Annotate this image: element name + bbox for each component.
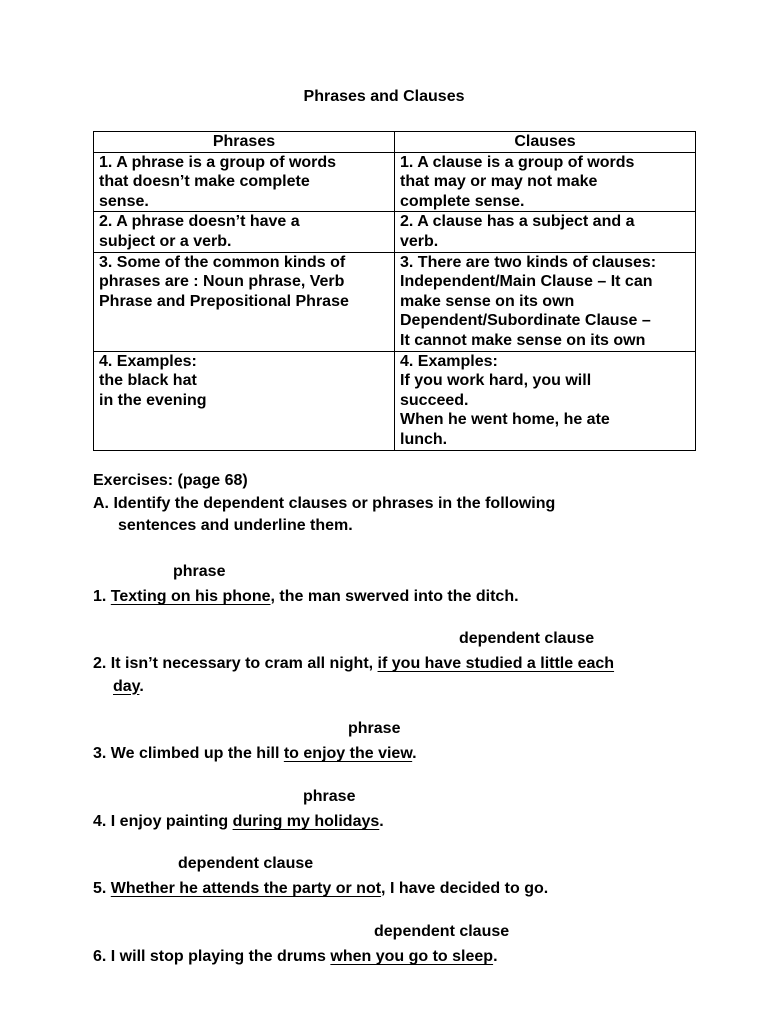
underlined-answer: when you go to sleep — [330, 948, 494, 965]
cell-line: Phrase and Prepositional Phrase — [99, 292, 349, 310]
cell-line: sense. — [99, 192, 149, 210]
answer-label: phrase — [303, 788, 356, 805]
exercise-sentence — [93, 811, 693, 834]
sentence-prefix: 3. We climbed up the hill — [93, 745, 284, 762]
table-header-row — [94, 132, 696, 153]
sentence-suffix: . — [493, 948, 498, 965]
exercise-sentence — [93, 878, 693, 901]
phrases-cell — [94, 152, 395, 212]
cell-line: that doesn’t make complete — [99, 173, 310, 191]
exercises-heading: Exercises: (page 68) — [93, 472, 248, 489]
table-row — [94, 351, 696, 450]
underlined-answer: Texting on his phone — [110, 588, 271, 605]
answer-label: phrase — [173, 563, 226, 580]
cell-line: verb. — [400, 232, 439, 250]
answer-label: dependent clause — [459, 630, 595, 647]
table-row — [94, 212, 696, 252]
table-row — [94, 152, 696, 212]
answer-label: dependent clause — [374, 923, 510, 940]
cell-line: It cannot make sense on its own — [400, 331, 646, 349]
cell-line: 2. A clause has a subject and a — [400, 213, 635, 231]
phrases-cell — [94, 212, 395, 252]
clauses-cell — [395, 152, 696, 212]
cell-line: If you work hard, you will — [400, 372, 592, 390]
underlined-answer-continued: day — [113, 677, 140, 695]
answer-label: dependent clause — [178, 855, 314, 872]
cell-line: 4. Examples: — [99, 352, 197, 370]
table-row — [94, 252, 696, 351]
cell-line: 3. There are two kinds of clauses: — [400, 253, 657, 271]
sentence-prefix: 5. — [93, 880, 111, 897]
cell-line: phrases are : Noun phrase, Verb — [99, 273, 345, 291]
cell-line: Dependent/Subordinate Clause – — [400, 312, 651, 330]
sentence-suffix: . — [412, 745, 417, 762]
sentence-prefix: 6. I will stop playing the drums — [93, 948, 331, 965]
exercises-section — [93, 470, 713, 538]
sentence-suffix: . — [379, 813, 384, 830]
cell-line: lunch. — [400, 430, 448, 448]
sentence-suffix: , I have decided to go. — [381, 880, 549, 897]
sentence-prefix: 2. It isn’t necessary to cram all night, — [93, 655, 378, 672]
underlined-answer: to enjoy the view — [283, 745, 413, 762]
exercise-instruction-continued: sentences and underline them. — [118, 517, 353, 534]
phrases-cell — [94, 252, 395, 351]
sentence-prefix: 1. — [93, 588, 111, 605]
underlined-answer: Whether he attends the party or not — [110, 880, 382, 897]
sentence-suffix: , the man swerved into the ditch. — [270, 588, 519, 605]
exercise-sentence — [93, 653, 693, 698]
phrases-cell — [94, 351, 395, 450]
header-phrases: Phrases — [94, 132, 395, 153]
cell-line: complete sense. — [400, 192, 525, 210]
cell-line: subject or a verb. — [99, 232, 232, 250]
cell-line: the black hat — [99, 372, 197, 390]
clauses-cell — [395, 351, 696, 450]
sentence-prefix: 4. I enjoy painting — [93, 813, 233, 830]
page-title: Phrases and Clauses — [303, 88, 465, 105]
cell-line: 1. A phrase is a group of words — [99, 153, 337, 171]
exercise-sentence — [93, 946, 693, 969]
cell-line: make sense on its own — [400, 292, 575, 310]
clauses-cell — [395, 212, 696, 252]
cell-line: 3. Some of the common kinds of — [99, 253, 346, 271]
cell-line: 4. Examples: — [400, 352, 498, 370]
underlined-answer: during my holidays — [232, 813, 380, 830]
cell-line: When he went home, he ate — [400, 411, 610, 429]
exercise-instruction: A. Identify the dependent clauses or phrases in the following — [93, 494, 556, 512]
cell-line: Independent/Main Clause – It can — [400, 273, 653, 291]
header-clauses: Clauses — [395, 132, 696, 153]
clauses-cell — [395, 252, 696, 351]
comparison-table — [93, 131, 696, 451]
cell-line: succeed. — [400, 391, 469, 409]
answer-label: phrase — [348, 720, 401, 737]
cell-line: in the evening — [99, 391, 207, 409]
underlined-answer: if you have studied a little each — [377, 655, 615, 672]
cell-line: 1. A clause is a group of words — [400, 153, 635, 171]
sentence-continuation — [93, 678, 144, 695]
cell-line: 2. A phrase doesn’t have a — [99, 213, 300, 231]
exercise-sentence — [93, 586, 693, 609]
cell-line: that may or may not make — [400, 173, 598, 191]
sentence-suffix: . — [139, 677, 144, 695]
exercise-sentence — [93, 743, 693, 766]
